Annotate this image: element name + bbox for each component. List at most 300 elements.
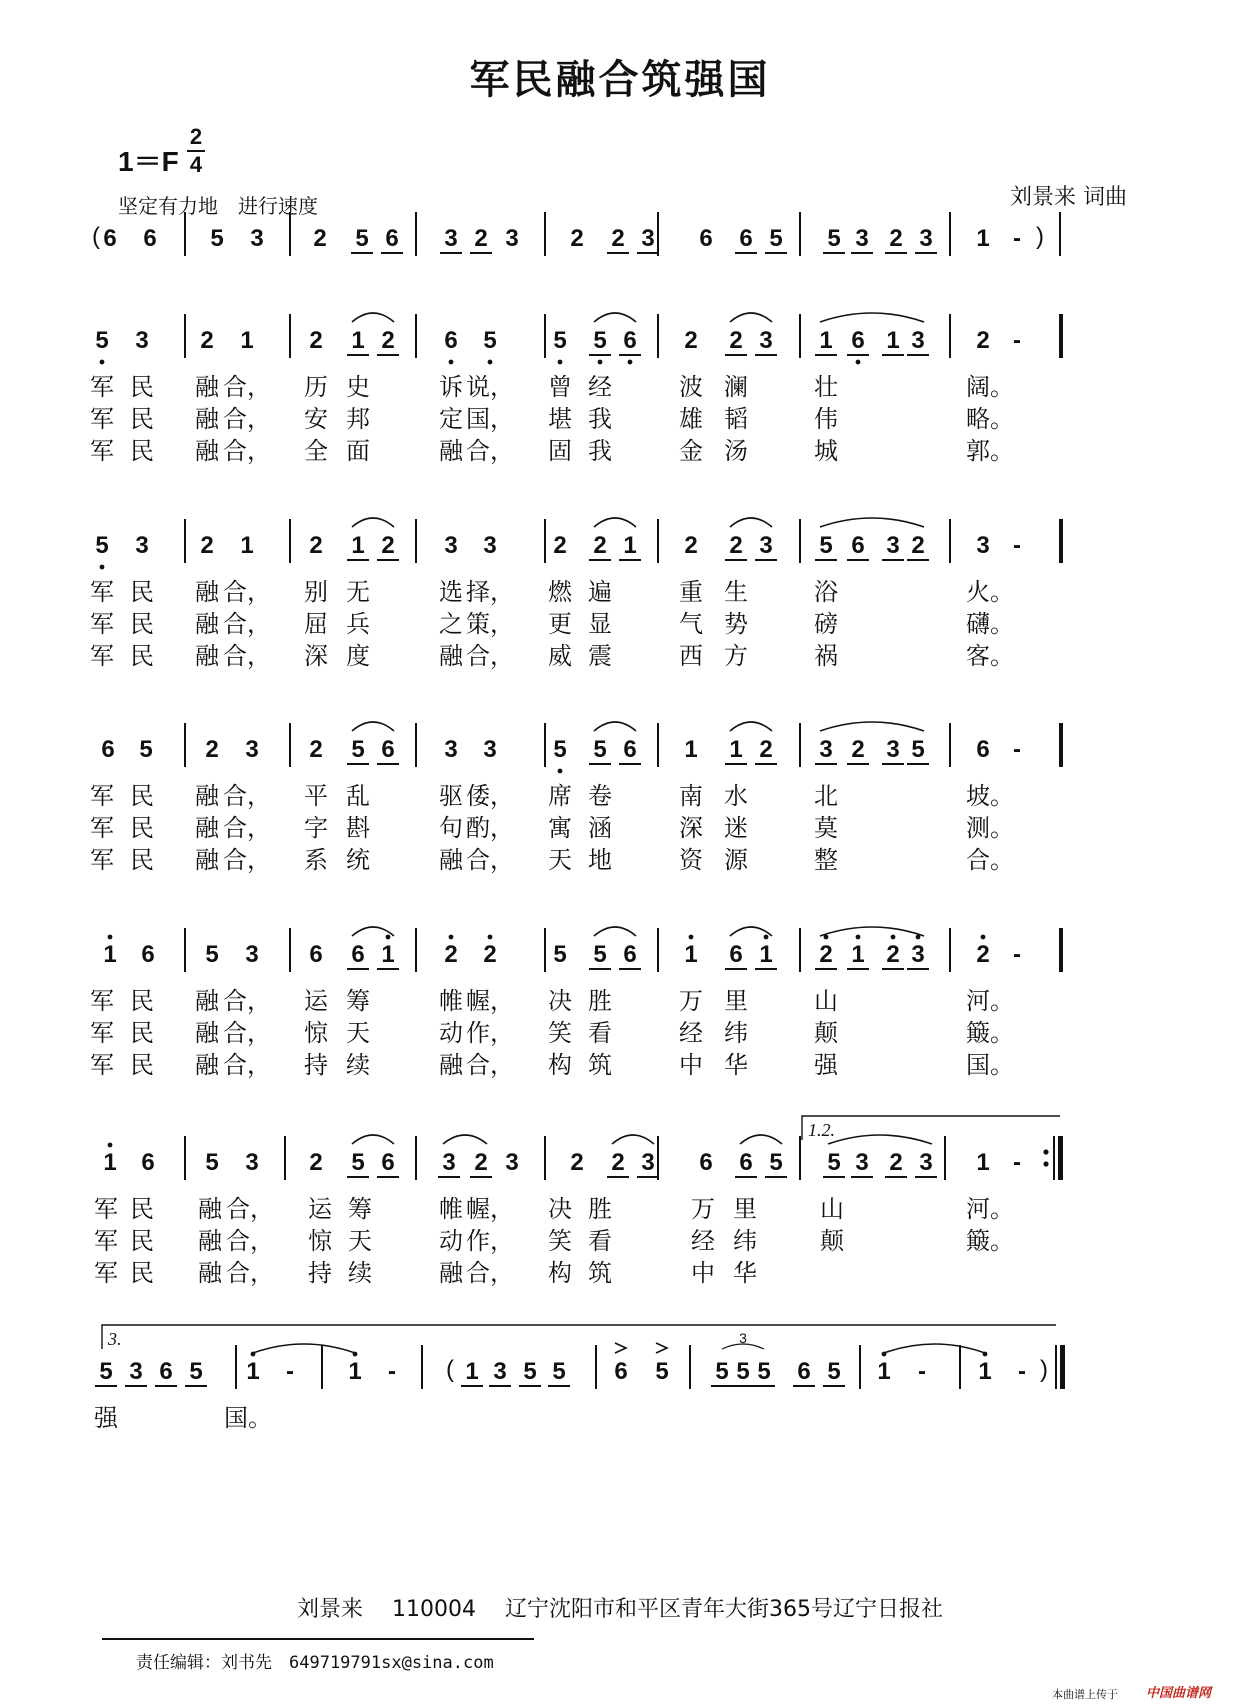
lyric-char: 金 [679, 437, 703, 465]
lyric-char: 平 [304, 782, 328, 810]
lyric-char: 看 [588, 1227, 612, 1255]
slur [352, 518, 394, 527]
lyric-char: 我 [588, 405, 612, 433]
note: 3 [855, 225, 869, 252]
lyric-char: 构 [548, 1051, 572, 1079]
lyric-char: 胜 [588, 987, 612, 1015]
lyric-char: 融 [439, 437, 463, 465]
lyric-char: 运 [304, 987, 328, 1015]
triplet-number: 3 [739, 1330, 747, 1346]
note: 5 [593, 941, 607, 968]
slur [352, 722, 394, 731]
lyric-char: 莫 [814, 814, 838, 842]
lyric-char: 民 [130, 1259, 154, 1287]
lyric-char: 浴 [814, 578, 838, 606]
note: 6 [699, 225, 713, 252]
lyric-char: 万 [679, 987, 703, 1015]
note: 6 [351, 941, 365, 968]
note: 3 [819, 736, 833, 763]
footer-rule [102, 1638, 534, 1640]
lyric-char: 合， [466, 642, 514, 670]
lyric-char: 融 [195, 1019, 219, 1047]
note: 6 [159, 1358, 173, 1385]
lyric-char: 民 [130, 987, 154, 1015]
lyric-char: 民 [130, 437, 154, 465]
editor-credit: 责任编辑：刘书先 649719791sx@sina.com [136, 1653, 494, 1673]
note: 5 [139, 736, 153, 763]
lyric-char: 看 [588, 1019, 612, 1047]
lyric-char: 天 [348, 1227, 372, 1255]
note: 6 [444, 327, 458, 354]
lyric-char: 合， [223, 1019, 271, 1047]
lyric-char: 酌， [466, 814, 514, 842]
note: 3 [886, 532, 900, 559]
note: 6 [143, 225, 157, 252]
lyric-char: 经 [588, 373, 612, 401]
lyric-char: 深 [304, 642, 328, 670]
lyric-char: 曾 [548, 373, 572, 401]
note: 5 [483, 327, 497, 354]
lyric-char: 之 [439, 610, 463, 638]
lyric-char: 势 [724, 610, 748, 638]
lyric-char: 遍 [588, 578, 612, 606]
volta-label-3: 3. [108, 1329, 122, 1349]
lyric-char: 合， [226, 1195, 274, 1223]
repeat-dot [1043, 1149, 1048, 1154]
note: 5 [736, 1358, 750, 1385]
note: 3 [444, 225, 458, 252]
final-barline-thick [1060, 1345, 1065, 1389]
accent-mark [615, 1343, 626, 1353]
note: 6 [851, 327, 865, 354]
note: 1 [886, 327, 900, 354]
lyric-char: 地 [588, 846, 612, 874]
note: 1 [381, 941, 395, 968]
lyric-char: 军 [90, 373, 114, 401]
lyric-char: 固 [548, 437, 572, 465]
note: 2 [819, 941, 833, 968]
note: 1 [684, 941, 698, 968]
paren-open: ( [446, 1356, 454, 1383]
lyric-char: 作， [466, 1019, 514, 1047]
octave-dot-above [891, 935, 896, 940]
lyric-char: 合， [223, 846, 271, 874]
lyric-char: 帷 [439, 1195, 463, 1223]
note: 6 [739, 1149, 753, 1176]
slur [820, 722, 924, 731]
note: 1 [976, 225, 990, 252]
octave-dot-below [598, 360, 603, 365]
octave-dot-above [764, 935, 769, 940]
tempo-marking: 坚定有力地 进行速度 [118, 194, 318, 218]
lyric-char: 筹 [348, 1195, 372, 1223]
lyric-char: 韬 [724, 405, 748, 433]
note: 5 [827, 1358, 841, 1385]
lyric-char: 合， [223, 437, 271, 465]
note: 2 [313, 225, 327, 252]
note: 5 [827, 225, 841, 252]
note: 5 [205, 1149, 219, 1176]
lyric-char: 融 [439, 642, 463, 670]
lyric-char: 强 [814, 1051, 838, 1079]
lyric-char: 军 [94, 1259, 118, 1287]
note: 3 [759, 532, 773, 559]
lyric-char: 民 [130, 1019, 154, 1047]
note: 3 [493, 1358, 507, 1385]
lyric-char: 火。 [966, 578, 1014, 606]
lyric-char: 雄 [679, 405, 703, 433]
octave-dot-below [628, 360, 633, 365]
lyric-char: 民 [130, 1195, 154, 1223]
lyric-char: 测。 [966, 814, 1014, 842]
lyric-char: 合， [226, 1259, 274, 1287]
lyric-char: 倭， [466, 782, 514, 810]
slur [740, 1135, 782, 1144]
note: 5 [351, 1149, 365, 1176]
lyric-char: 度 [346, 642, 370, 670]
lyric-char: 方 [724, 642, 748, 670]
lyric-char: 民 [130, 578, 154, 606]
note: 6 [623, 327, 637, 354]
note: 1 [351, 327, 365, 354]
time-signature-top: 2 [189, 124, 203, 149]
lyric-char: 合， [466, 1259, 514, 1287]
lyric-char: 系 [304, 846, 328, 874]
note: 3 [245, 941, 259, 968]
note: 3 [135, 532, 149, 559]
note: 5 [715, 1358, 729, 1385]
lyric-char: 显 [588, 610, 612, 638]
lyric-char: 军 [90, 814, 114, 842]
lyric-char: 纬 [724, 1019, 748, 1047]
note: 6 [729, 941, 743, 968]
lyric-char: 河。 [966, 1195, 1014, 1223]
lyric-char: 融 [198, 1259, 222, 1287]
note: - [1013, 225, 1021, 252]
note: 2 [889, 1149, 903, 1176]
note: 2 [911, 532, 925, 559]
note: 5 [355, 225, 369, 252]
note: 6 [739, 225, 753, 252]
lyric-char: 合， [223, 578, 271, 606]
lyric-char: 民 [130, 846, 154, 874]
lyric-char: 笑 [548, 1227, 572, 1255]
lyric-char: 略。 [966, 405, 1014, 433]
lyric-char: 乱 [346, 782, 370, 810]
note: 3 [911, 327, 925, 354]
note: 2 [381, 327, 395, 354]
lyric-char: 国， [466, 405, 514, 433]
lyric-char: 军 [94, 1227, 118, 1255]
note: 6 [101, 736, 115, 763]
lyric-char: 更 [548, 610, 572, 638]
octave-dot-below [558, 769, 563, 774]
lyric-char: 深 [679, 814, 703, 842]
time-signature-bottom: 4 [189, 152, 203, 177]
note: 1 [851, 941, 865, 968]
note: 2 [200, 532, 214, 559]
note: 1 [759, 941, 773, 968]
note: 5 [769, 225, 783, 252]
octave-dot-below [449, 360, 454, 365]
note: 3 [245, 1149, 259, 1176]
lyric-char: 源 [724, 846, 748, 874]
lyric-char: 合， [466, 846, 514, 874]
lyric-char: 统 [346, 846, 370, 874]
lyric-char: 融 [195, 987, 219, 1015]
note: 2 [976, 941, 990, 968]
note: 2 [593, 532, 607, 559]
slur [443, 1135, 487, 1144]
lyric-char: 融 [195, 578, 219, 606]
upload-note: 本曲谱上传于 [1052, 1688, 1118, 1701]
volta-bracket-1-2 [802, 1116, 1060, 1140]
lyric-char: 融 [198, 1195, 222, 1223]
note: 5 [553, 941, 567, 968]
lyric-char: 说， [466, 373, 514, 401]
note: 6 [623, 941, 637, 968]
note: 2 [684, 532, 698, 559]
note: 3 [919, 225, 933, 252]
note: 2 [200, 327, 214, 354]
lyric-char: 军 [94, 1195, 118, 1223]
lyric-char: 坡。 [966, 782, 1014, 810]
volta-label-1-2: 1.2. [808, 1120, 835, 1140]
note: 2 [553, 532, 567, 559]
lyric-char: 合， [223, 373, 271, 401]
note: 1 [729, 736, 743, 763]
lyric-char: 河。 [966, 987, 1014, 1015]
note: 3 [641, 225, 655, 252]
note: 1 [877, 1358, 891, 1385]
octave-dot-above [856, 935, 861, 940]
slur [594, 313, 636, 322]
note: 3 [245, 736, 259, 763]
lyric-char: 纬 [733, 1227, 757, 1255]
octave-dot-above [449, 935, 454, 940]
lyric-char: 策， [466, 610, 514, 638]
lyric-char: 融 [195, 642, 219, 670]
note: 1 [103, 1149, 117, 1176]
note: 2 [611, 225, 625, 252]
lyric-char: 历 [304, 373, 328, 401]
lyric-char: 合， [223, 610, 271, 638]
note: - [1013, 327, 1021, 354]
lyric-char: 燃 [548, 578, 572, 606]
note: 2 [205, 736, 219, 763]
lyric-char: 军 [90, 846, 114, 874]
lyric-char: 筑 [588, 1259, 612, 1287]
lyric-char: 山 [820, 1195, 844, 1223]
lyric-char: 涵 [588, 814, 612, 842]
lyric-char: 军 [90, 987, 114, 1015]
lyric-char: 伟 [814, 405, 838, 433]
note: 2 [309, 1149, 323, 1176]
lyric-char: 动 [439, 1019, 463, 1047]
lyric-char: 民 [130, 1051, 154, 1079]
note: 5 [553, 736, 567, 763]
lyric-char: 斟 [346, 814, 370, 842]
lyric-char: 水 [724, 782, 748, 810]
octave-dot-above [488, 935, 493, 940]
slur [820, 927, 924, 936]
lyric-char: 持 [304, 1051, 328, 1079]
note: 5 [95, 532, 109, 559]
lyric-char: 生 [724, 578, 748, 606]
note: 1 [348, 1358, 362, 1385]
lyric-char: 屈 [304, 610, 328, 638]
slur [352, 313, 394, 322]
lyric-char: 祸 [814, 642, 838, 670]
slur [352, 1135, 394, 1144]
note: 5 [99, 1358, 113, 1385]
lyric-char: 颠 [814, 1019, 838, 1047]
lyric-char: 融 [439, 1259, 463, 1287]
lyric-char: 惊 [304, 1019, 328, 1047]
note: - [1013, 1149, 1021, 1176]
lyric-char: 军 [90, 437, 114, 465]
note: 2 [886, 941, 900, 968]
lyric-char: 构 [548, 1259, 572, 1287]
slur [612, 1135, 654, 1144]
lyric-char: 北 [814, 782, 838, 810]
lyric-char: 颠 [820, 1227, 844, 1255]
lyric-char: 定 [439, 405, 463, 433]
lyric-char: 我 [588, 437, 612, 465]
lyric-char: 合， [223, 642, 271, 670]
note: 3 [919, 1149, 933, 1176]
note: 2 [381, 532, 395, 559]
lyric-char: 决 [548, 1195, 572, 1223]
octave-dot-below [100, 565, 105, 570]
note: 3 [250, 225, 264, 252]
lyric-char: 民 [130, 1227, 154, 1255]
octave-dot-above [108, 1143, 113, 1148]
lyric-char: 军 [90, 610, 114, 638]
note: 1 [240, 327, 254, 354]
lyric-char: 融 [195, 610, 219, 638]
note: 2 [684, 327, 698, 354]
note: - [286, 1358, 294, 1385]
lyric-char: 无 [346, 578, 370, 606]
lyric-char: 续 [348, 1259, 372, 1287]
note: 3 [886, 736, 900, 763]
note: 1 [978, 1358, 992, 1385]
lyric-char: 军 [90, 642, 114, 670]
lyric-char: 合， [223, 405, 271, 433]
repeat-barline-thick [1058, 1136, 1063, 1180]
note: - [388, 1358, 396, 1385]
lyric-char: 作， [466, 1227, 514, 1255]
note: 6 [309, 941, 323, 968]
lyric-char: 中 [679, 1051, 703, 1079]
note: 5 [552, 1358, 566, 1385]
octave-dot-below [856, 360, 861, 365]
accent-mark [656, 1343, 667, 1353]
note: 2 [474, 225, 488, 252]
note: 5 [351, 736, 365, 763]
octave-dot-above [689, 935, 694, 940]
note: 1 [465, 1358, 479, 1385]
lyric-char: 筹 [346, 987, 370, 1015]
note: 6 [141, 941, 155, 968]
note: 5 [593, 327, 607, 354]
note: 2 [483, 941, 497, 968]
lyric-char: 融 [195, 437, 219, 465]
note: 2 [889, 225, 903, 252]
note: - [918, 1358, 926, 1385]
note: 6 [851, 532, 865, 559]
note: 5 [757, 1358, 771, 1385]
lyric-char: 澜 [724, 373, 748, 401]
lyric-char: 融 [195, 1051, 219, 1079]
lyric-char: 句 [439, 814, 463, 842]
tie [253, 1344, 355, 1353]
note: 6 [699, 1149, 713, 1176]
octave-dot-below [100, 360, 105, 365]
slur [820, 518, 924, 527]
lyric-char: 筑 [588, 1051, 612, 1079]
lyric-char: 融 [439, 846, 463, 874]
note: 5 [819, 532, 833, 559]
lyric-char: 融 [195, 814, 219, 842]
note: 3 [505, 225, 519, 252]
note: 1 [623, 532, 637, 559]
lyric-char: 民 [130, 405, 154, 433]
note: 2 [444, 941, 458, 968]
lyric-char: 幄， [466, 987, 514, 1015]
octave-dot-above [386, 935, 391, 940]
lyric-char: 合， [466, 1051, 514, 1079]
note: 5 [911, 736, 925, 763]
lyric-char: 融 [198, 1227, 222, 1255]
lyric-char: 民 [130, 373, 154, 401]
lyric-char: 山 [814, 987, 838, 1015]
lyric-char: 天 [548, 846, 572, 874]
lyric-char: 续 [346, 1051, 370, 1079]
lyric-char: 卷 [588, 782, 612, 810]
note: 2 [729, 532, 743, 559]
octave-dot-below [558, 360, 563, 365]
lyric-char: 阔。 [966, 373, 1014, 401]
lyric-char: 里 [733, 1195, 757, 1223]
lyric-char: 军 [90, 1019, 114, 1047]
lyric-char: 民 [130, 782, 154, 810]
note: 6 [385, 225, 399, 252]
octave-dot-above [981, 935, 986, 940]
octave-dot-below [488, 360, 493, 365]
note: 3 [444, 532, 458, 559]
lyric-char: 邦 [346, 405, 370, 433]
note: 2 [474, 1149, 488, 1176]
lyric-char: 融 [195, 373, 219, 401]
note: 6 [614, 1358, 628, 1385]
lyric-char: 客。 [966, 642, 1014, 670]
lyric-char: 壮 [814, 373, 838, 401]
lyric-char: 波 [679, 373, 703, 401]
lyric-char: 择， [466, 578, 514, 606]
note: 6 [381, 1149, 395, 1176]
lyric-char: 选 [439, 578, 463, 606]
note: 5 [655, 1358, 669, 1385]
lyric-char: 融 [195, 846, 219, 874]
note: 3 [641, 1149, 655, 1176]
lyric-char: 礴。 [966, 610, 1014, 638]
note: 3 [855, 1149, 869, 1176]
lyric-char: 史 [346, 373, 370, 401]
lyric-char: 国。 [966, 1051, 1014, 1079]
slur [730, 313, 772, 322]
